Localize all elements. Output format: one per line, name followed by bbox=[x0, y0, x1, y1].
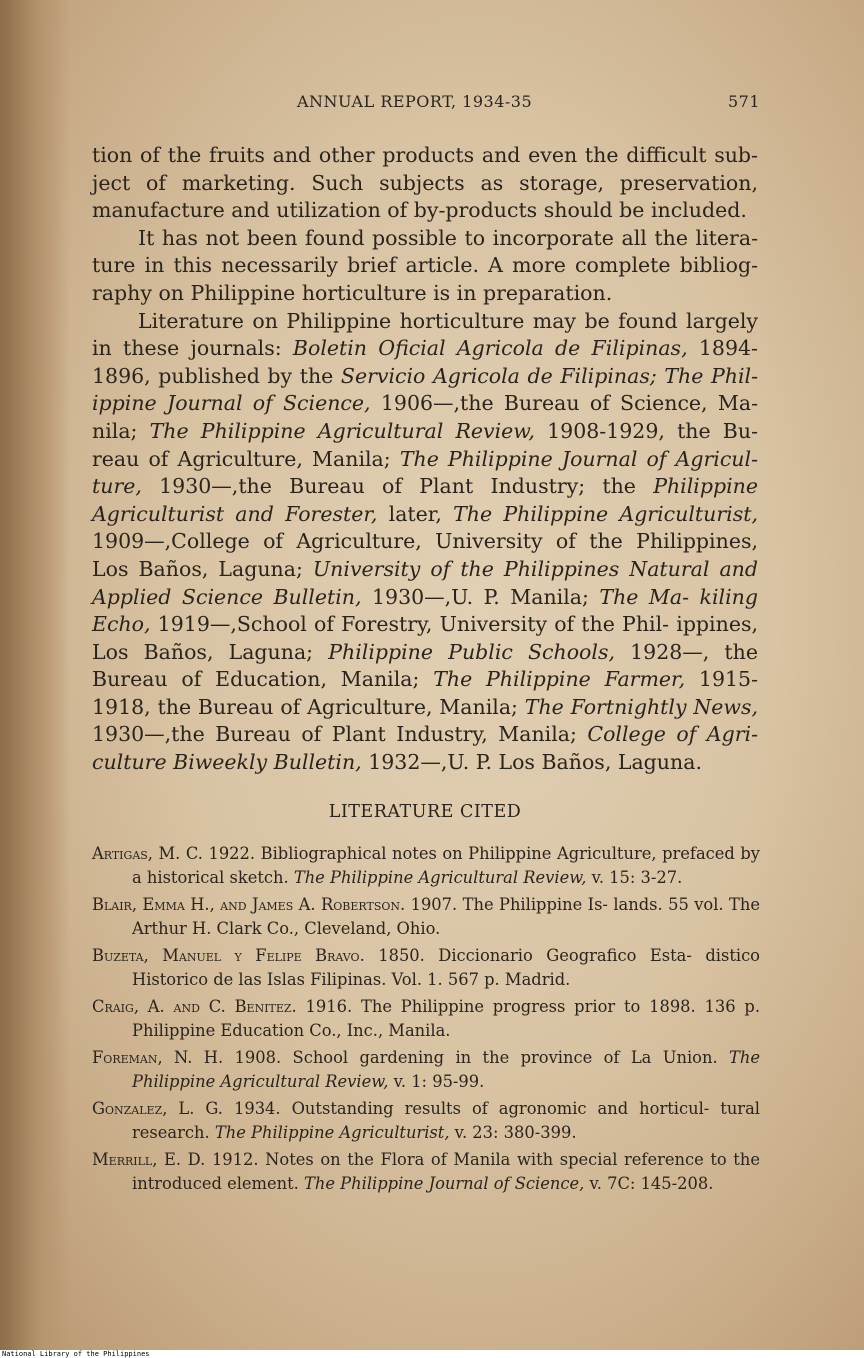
text-segment: 1894-1896, published by the bbox=[92, 336, 758, 388]
text-segment: 1932—,U. P. Los Baños, Laguna. bbox=[361, 750, 702, 775]
text-segment: Literature on Philippine horticulture may be found largely in these journals: bbox=[92, 308, 758, 361]
journal-title: The Philippine Agricultural Review, bbox=[149, 418, 535, 443]
book-spine-shadow bbox=[0, 0, 70, 1350]
reference-journal: The Philippine Agriculturist, bbox=[214, 1123, 450, 1142]
running-title: ANNUAL REPORT, 1934-35 bbox=[297, 92, 533, 111]
reference-item bbox=[92, 1148, 760, 1196]
literature-cited-heading: LITERATURE CITED bbox=[328, 802, 522, 822]
journal-title: The Philippine Agriculturist, bbox=[453, 501, 758, 526]
library-footer: National Library of the Philippines bbox=[0, 1350, 864, 1358]
reference-author: Buzeta, Manuel y Felipe Bravo. bbox=[92, 946, 365, 965]
journal-title: Boletin Oficial Agricola de Filipinas, bbox=[292, 336, 688, 361]
reference-text: 1907. The Philippine Is- lands. 55 vol. The Arthur H. Clark Co., Cleveland, Ohio. bbox=[132, 895, 760, 938]
reference-item bbox=[92, 842, 760, 890]
journal-title: Philippine Agriculturist and Forester, bbox=[92, 474, 758, 526]
reference-tail: v. 7C: 145-208. bbox=[584, 1174, 714, 1193]
text-segment: 1906—,the Bureau of Science, Ma- nila; bbox=[92, 391, 758, 443]
text-segment: 1930—,the Bureau of Plant Industry, Manila; bbox=[92, 722, 588, 747]
reference-item bbox=[92, 944, 760, 992]
reference-text: 1908. School gardening in the province of La Union. bbox=[223, 1048, 730, 1067]
text-segment: 1930—,the Bureau of Plant Industry; the bbox=[141, 474, 654, 499]
reference-text: 1912. Notes on the Flora of Manila with special reference to the introduced element. bbox=[132, 1150, 760, 1193]
journal-title: The Philippine Farmer, bbox=[433, 667, 686, 692]
journal-title: College of Agri- culture Biweekly Bulletin, bbox=[92, 722, 759, 775]
reference-tail: v. 15: 3-27. bbox=[586, 868, 683, 887]
reference-author: Merrill, E. D. bbox=[92, 1150, 206, 1169]
journal-title: Servicio Agricola de Filipinas; The Phil- ippine Journal of Science, bbox=[92, 363, 758, 416]
reference-journal: The Philippine Agricultural Review, bbox=[132, 1048, 760, 1091]
reference-text: 1916. The Philippine progress prior to 1898. 136 p. Philippine Education Co., Inc., Manila. bbox=[132, 997, 761, 1040]
text-segment: 1919—,School of Forestry, University of the Phil- ippines, Los Baños, Laguna; bbox=[92, 612, 758, 664]
reference-item bbox=[92, 1046, 760, 1094]
reference-item bbox=[92, 995, 760, 1043]
text-segment: 1930—,U. P. Manila; bbox=[361, 584, 600, 609]
reference-tail: v. 23: 380-399. bbox=[449, 1123, 577, 1142]
paragraph-2: It has not been found possible to incorporate all the litera- ture in this necessarily brief article. A more complete bibliog- raphy on Philippine horticulture is in preparation. bbox=[92, 225, 758, 305]
journal-title: University of the Philippines Natural and Applied Science Bulletin, bbox=[92, 556, 759, 609]
page-number: 571 bbox=[727, 92, 760, 111]
running-header bbox=[92, 92, 760, 120]
reference-author: Foreman, N. H. bbox=[92, 1048, 224, 1067]
body-text bbox=[92, 142, 758, 777]
text-segment: 1909—,College of Agriculture, University of the Philippines, Los Baños, Laguna; bbox=[92, 529, 758, 581]
reference-item bbox=[92, 893, 760, 941]
journal-title: Philippine Public Schools, bbox=[328, 639, 615, 664]
reference-list bbox=[92, 842, 760, 1199]
reference-author: Gonzalez, L. G. bbox=[92, 1099, 223, 1118]
reference-item bbox=[92, 1097, 760, 1145]
reference-author: Blair, Emma H., and James A. Robertson. bbox=[92, 895, 406, 914]
text-segment: later, bbox=[377, 501, 454, 526]
reference-journal: The Philippine Agricultural Review, bbox=[293, 868, 587, 887]
reference-text: 1922. Bibliographical notes on Philippine Agriculture, prefaced by a historical sketch. bbox=[132, 844, 760, 887]
reference-text: 1850. Diccionario Geografico Esta- distico Historico de las Islas Filipinas. Vol. 1. 567 p. Madrid. bbox=[132, 946, 760, 989]
journal-title: The Ma- kiling Echo, bbox=[92, 584, 758, 637]
reference-tail: v. 1: 95-99. bbox=[388, 1072, 485, 1091]
reference-author: Artigas, M. C. bbox=[92, 844, 203, 863]
reference-author: Craig, A. and C. Benitez. bbox=[92, 997, 297, 1016]
paragraph-1: tion of the fruits and other products and even the difficult sub- ject of marketing. Such subjects as storage, preservation, manufacture and utilization of by-products should be included. bbox=[92, 143, 758, 223]
journal-title: The Philippine Journal of Agricul- ture, bbox=[92, 446, 758, 499]
text-segment: 1928—, the Bureau of Education, Manila; bbox=[92, 639, 759, 692]
reference-text: 1934. Outstanding results of agronomic and horticul- tural research. bbox=[132, 1099, 761, 1142]
paragraph-3 bbox=[92, 308, 758, 777]
journal-title: The Fortnightly News, bbox=[524, 694, 758, 719]
text-segment: 1915-1918, the Bureau of Agriculture, Manila; bbox=[92, 667, 758, 719]
reference-journal: The Philippine Journal of Science, bbox=[304, 1174, 585, 1193]
text-segment: 1908-1929, the Bu- reau of Agriculture, Manila; bbox=[92, 418, 759, 471]
